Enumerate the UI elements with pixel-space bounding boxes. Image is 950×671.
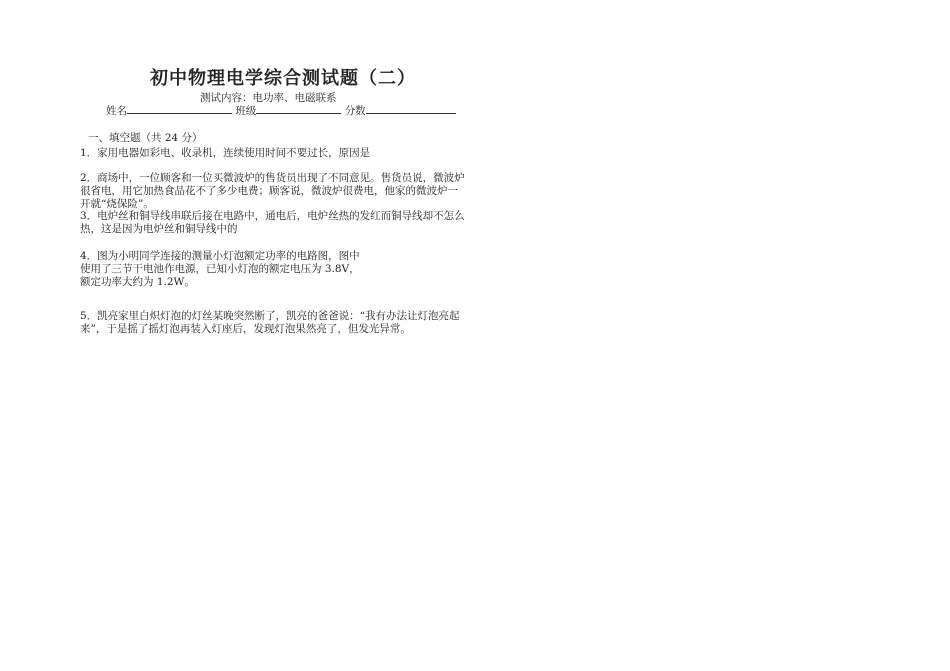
class-label: 班级 [235,105,257,117]
q1: 1．家用电器如彩电、收录机，连续使用时间不要过长，原因是 [80,147,371,159]
score-label: 分数 [344,105,366,117]
q5: 5．凯亮家里白炽灯泡的灯丝某晚突然断了，凯亮的爸爸说：“我有办法让灯泡亮起来”，于是摇了摇灯泡再装入灯座后，发现灯泡果然亮了，但发光异常。 [80,310,460,335]
subtitle: 测试内容：电功率、电磁联系 [200,92,337,104]
q2: 2．商场中，一位顾客和一位买微波炉的售货员出现了不同意见。售货员说，微波炉很省电，用它加热食品花不了多少电费；顾客说，微波炉很费电，他家的微波炉一开就“烧保险”。 [80,172,465,210]
name-label: 姓名 [106,105,127,117]
q3: 3．电炉丝和铜导线串联后接在电路中，通电后，电炉丝热的发红而铜导线却不怎么热，这是因为电炉丝和铜导线中的 [80,210,465,235]
section-fill: 一、填空题（共 24 分） [88,132,203,144]
q4: 4．图为小明同学连接的测量小灯泡额定功率的电路图，图中使用了三节干电池作电源，已知小灯泡的额定电压为 3.8V，额定功率大约为 1.2W。 [80,250,360,288]
page-title: 初中物理电学综合测试题（二） [150,68,416,89]
student-info [106,103,456,118]
